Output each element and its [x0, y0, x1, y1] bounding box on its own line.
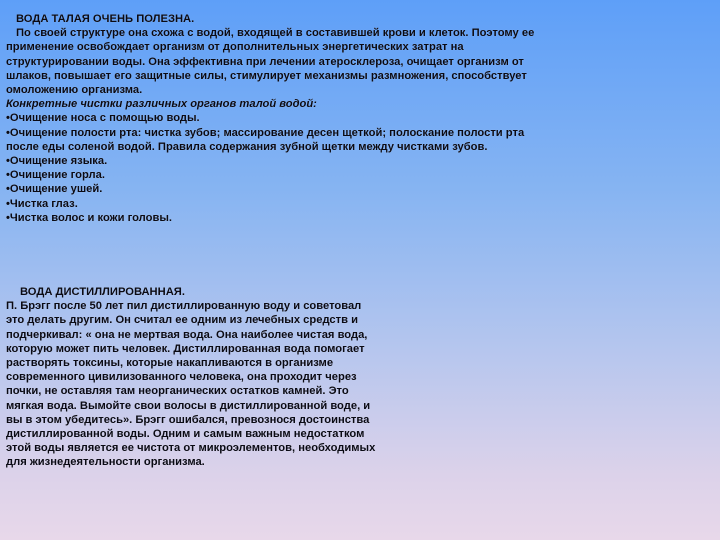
cleansing-bullet: • Очищение полости рта: чистка зубов; массирование десен щеткой; полоскание полости рта: [6, 126, 576, 140]
distilled-water-line: дистиллированной воды. Одним и самым важным недостатком: [6, 428, 365, 441]
melt-water-title: ВОДА ТАЛАЯ ОЧЕНЬ ПОЛЕЗНА.: [16, 13, 195, 25]
distilled-water-section: [6, 285, 416, 470]
melt-water-section: [6, 12, 576, 225]
distilled-water-line: это делать другим. Он считал ее одним из лечебных средств и: [6, 314, 358, 327]
distilled-water-line: подчеркивал: « она не мертвая вода. Она наиболее чистая вода,: [6, 328, 368, 341]
distilled-water-line: этой воды является ее чистота от микроэлементов, необходимых: [6, 442, 376, 455]
melt-water-para-line: применение освобождает организм от дополнительных энергетических затрат на: [6, 41, 464, 54]
distilled-water-line: П. Брэгг после 50 лет пил дистиллированную воду и советовал: [6, 300, 362, 313]
distilled-water-line: для жизнедеятельности организма.: [6, 456, 205, 469]
melt-water-para-line: структурировании воды. Она эффективна при лечении атеросклероза, очищает организм от: [6, 55, 524, 68]
distilled-water-line: вы в этом убедитесь». Брэгг ошибался, превознося достоинства: [6, 413, 370, 426]
distilled-water-line: почки, не оставляя там неорганических остатков камней. Это: [6, 385, 349, 398]
distilled-water-line: которую может пить человек. Дистиллированная вода помогает: [6, 342, 365, 355]
distilled-water-title: ВОДА ДИСТИЛЛИРОВАННАЯ.: [20, 286, 185, 298]
cleansing-bullet: • Очищение языка.: [6, 154, 576, 168]
cleansing-bullet: • Очищение горла.: [6, 168, 576, 182]
cleansing-subheading: Конкретные чистки различных органов талой водой:: [6, 98, 317, 111]
cleansing-bullet: • Чистка глаз.: [6, 197, 576, 211]
distilled-water-line: современного цивилизованного человека, она проходит через: [6, 371, 357, 384]
cleansing-bullet: • Очищение носа с помощью воды.: [6, 111, 576, 125]
cleansing-bullet-continuation: после еды соленой водой. Правила содержания зубной щетки между чистками зубов.: [6, 140, 488, 153]
cleansing-bullet: • Очищение ушей.: [6, 182, 576, 196]
cleansing-bullet: • Чистка волос и кожи головы.: [6, 211, 576, 225]
distilled-water-line: растворять токсины, которые накапливаются в организме: [6, 357, 334, 370]
melt-water-para-line: шлаков, повышает его защитные силы, стимулирует механизмы размножения, способствует: [6, 69, 527, 82]
melt-water-para-line: омоложению организма.: [6, 84, 143, 97]
distilled-water-line: мягкая вода. Вымойте свои волосы в дистиллированной воде, и: [6, 399, 371, 412]
melt-water-para-line: По своей структуре она схожа с водой, входящей в составившей крови и клеток. Поэтому ее: [16, 27, 535, 40]
